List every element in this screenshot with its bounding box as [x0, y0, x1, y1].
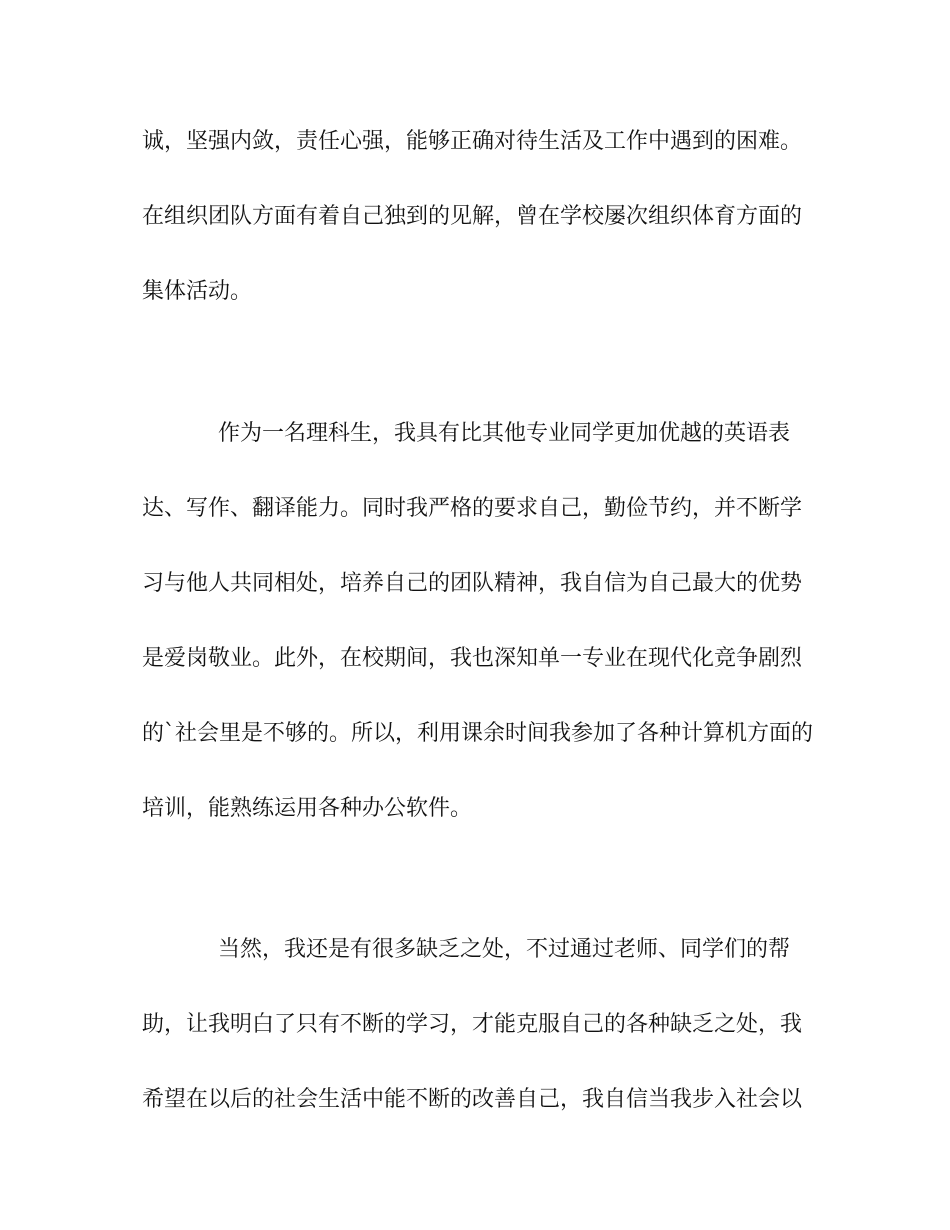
paragraph-line: 当然，我还是有很多缺乏之处，不过通过老师、同学们的帮: [218, 937, 791, 962]
paragraph-line: 希望在以后的社会生活中能不断的改善自己，我自信当我步入社会以: [142, 1087, 803, 1112]
paragraph-line: 助，让我明白了只有不断的学习，才能克服自己的各种缺乏之处，我: [142, 1012, 803, 1037]
paragraph-line: 培训，能熟练运用各种办公软件。: [142, 796, 473, 821]
paragraph-line: 集体活动。: [142, 279, 253, 304]
paragraph-line: 在组织团队方面有着自己独到的见解，曾在学校屡次组织体育方面的: [142, 204, 803, 229]
paragraph-line: 是爱岗敬业。此外，在校期间，我也深知单一专业在现代化竞争剧烈: [142, 646, 803, 671]
paragraph-line: 习与他人共同相处，培养自己的团队精神，我自信为自己最大的优势: [142, 571, 803, 596]
paragraph-line: 达、写作、翻译能力。同时我严格的要求自己，勤俭节约，并不断学: [142, 496, 803, 521]
paragraph-line: 的`社会里是不够的。所以，利用课余时间我参加了各种计算机方面的: [142, 721, 814, 746]
paragraph-line: 诚，坚强内敛，责任心强，能够正确对待生活及工作中遇到的困难。: [142, 129, 803, 154]
paragraph-line: 作为一名理科生，我具有比其他专业同学更加优越的英语表: [218, 421, 791, 446]
